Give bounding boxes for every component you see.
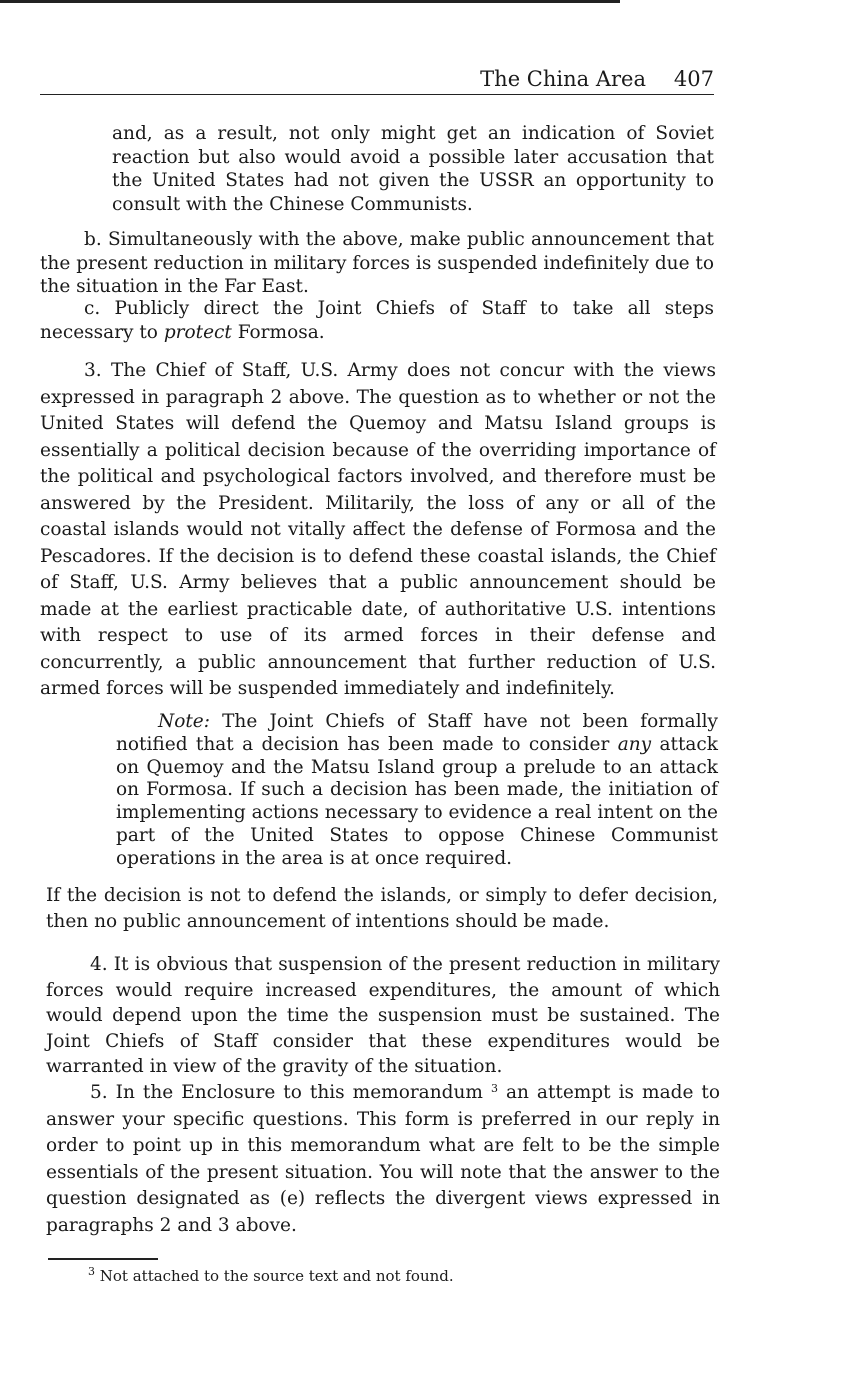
page-header (40, 66, 714, 95)
note-emphasis: any (617, 733, 652, 755)
paragraph-4 (46, 952, 720, 1080)
paragraph-5-text-end: an attempt is made to answer your specific questions. This form is preferred in our reply in order to point up in this memorandum what are felt to be the simple essentials of the present situation. You will note that the answer to the question designated as (e) reflects the divergent views expressed in paragraphs 2 and 3 above. (46, 1082, 720, 1236)
paragraph-continuation (112, 122, 714, 216)
paragraph-decision-text: If the decision is not to defend the islands, or simply to defer decision, then no public announcement of intentions should be made. (46, 885, 718, 932)
note-block (116, 711, 718, 871)
paragraph-c (40, 297, 714, 344)
footnote-text: Not attached to the source text and not found. (95, 1267, 454, 1285)
paragraph-c-emphasis: protect (163, 321, 232, 343)
paragraph-5-text-start: 5. In the Enclosure to this memorandum (90, 1082, 491, 1103)
paragraph-continuation-text: and, as a result, not only might get an indication of Soviet reaction but also would avoid a possible later accusation that the United States had not given the USSR an opportunity to consult with the Chinese Communists. (112, 123, 714, 215)
paragraph-3 (40, 358, 716, 703)
paragraph-5 (46, 1080, 720, 1239)
footnote-rule (48, 1258, 158, 1260)
paragraph-3-text: 3. The Chief of Staff, U.S. Army does not concur with the views expressed in paragraph 2 above. The question as to whether or not the United States will defend the Quemoy and Matsu Island groups is essentially a political decision because of the overriding importance of the political and psychological factors involved, and therefore must be answered by the President. Militarily, the loss of any or all of the coastal islands would not vitally affect the defense of Formosa and the Pescadores. If the decision is to defend these coastal islands, the Chief of Staff, U.S. Army believes that a public announcement should be made at the earliest practicable date, of authoritative U.S. intentions with respect to use of its armed forces in their defense and concurrently, a public announcement that further reduction of U.S. armed forces will be suspended immediately and indefinitely. (40, 360, 716, 699)
paragraph-c-text-start: c. Publicly direct the Joint Chiefs of Staff to take all steps necessary to (40, 298, 714, 343)
paragraph-b-text: b. Simultaneously with the above, make public announcement that the present reduction in military forces is suspended indefinitely due to the situation in the Far East. (40, 229, 714, 297)
note-text-start: The Joint Chiefs of Staff have not been formally notified that a decision has been made to consider (116, 711, 718, 755)
footnote-reference: 3 (490, 1082, 498, 1095)
paragraph-b (40, 228, 714, 299)
footnote-marker: 3 (88, 1265, 95, 1278)
note-label: Note: (158, 711, 210, 732)
top-edge-rule (0, 0, 620, 3)
paragraph-c-text-end: Formosa. (231, 321, 325, 343)
paragraph-4-text: 4. It is obvious that suspension of the present reduction in military forces would require increased expenditures, the amount of which would depend upon the time the suspension must be sustained. The Joint Chiefs of Staff consider that these expenditures would be warranted in view of the gravity of the situation. (46, 954, 720, 1077)
footnote (88, 1266, 454, 1286)
page-number: 407 (673, 67, 714, 91)
paragraph-decision (46, 883, 718, 935)
note-text-end: attack on Quemoy and the Matsu Island group a prelude to an attack on Formosa. If such a decision has been made, the initiation of implementing actions necessary to evidence a real intent on the part of the United States to oppose Chinese Communist operations in the area is at once required. (116, 733, 718, 869)
running-head: The China Area (480, 67, 646, 91)
